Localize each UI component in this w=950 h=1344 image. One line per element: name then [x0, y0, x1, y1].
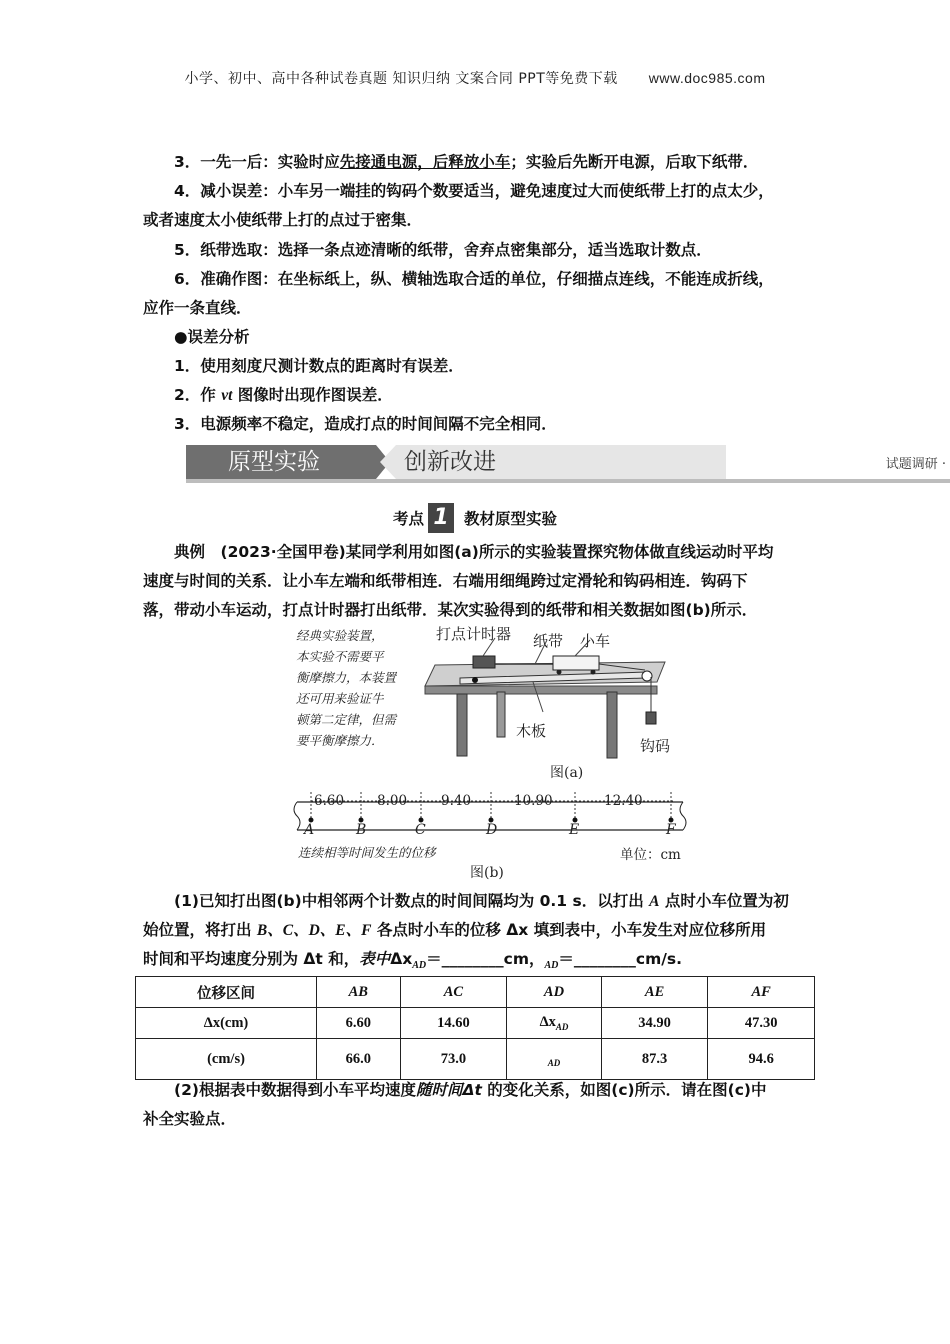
point-label-D: D: [486, 822, 498, 838]
q2-line-2: 补全实验点．: [143, 1110, 237, 1128]
segment-AB: 6.60: [314, 793, 345, 809]
segment-BC: 8.00: [377, 793, 408, 809]
q1-line-3: 时间和平均速度分别为 Δt 和，表中$\Delta x_{AD}=\_\_\_\_\_\_\_\_cm$，$_{AD}$＝________cm/s.: [143, 950, 682, 972]
data-table: [135, 976, 815, 1080]
cart-wheel: [557, 670, 562, 675]
underlined-text: 先接通电源，后释放小车: [339, 153, 511, 171]
point-label-F: F: [666, 822, 676, 838]
tape-note: 连续相等时间发生的位移: [298, 845, 436, 860]
error-item-2: 2．作 vt 图像时出现作图误差．: [174, 386, 393, 404]
cart-wheel: [591, 670, 596, 675]
label-cart: 小车: [580, 632, 611, 650]
tape-b-left-break: [294, 802, 300, 830]
label-tape: 纸带: [533, 632, 564, 650]
handwritten-note: 经典实验装置， 本实验不需要平 衡摩擦力，本装置 还可用来验证牛 顿第二定律，但需 要平衡摩擦力．: [296, 628, 397, 748]
hook-weight: [646, 712, 656, 724]
page-header: [0, 68, 950, 88]
note-item-6-line1: 6．准确作图：在坐标纸上，纵、横轴选取合适的单位，仔细描点连线，不能连成折线，: [174, 270, 774, 288]
banner-right-label: 试题调研 ·: [885, 457, 946, 472]
kaodian-heading: 考点 1 教材原型实验: [0, 503, 950, 529]
table-row: Δx(cm) 6.60 14.60 $\Delta x_{AD}$ 34.90 47.30: [136, 1008, 815, 1039]
note-item-3: 3．一先一后：实验时应先接通电源，后释放小车；实验后先断开电源，后取下纸带．: [174, 153, 759, 171]
q2-line-1: (2)根据表中数据得到小车平均速度随时间Δt 的变化关系，如图(c)所示．请在图(c)中: [174, 1081, 767, 1099]
note-item-4-line2: 或者速度太小使纸带上打的点过于密集．: [143, 211, 423, 229]
q1-line-1: (1)已知打出图(b)中相邻两个计数点的时间间隔均为 0.1 s．以打出 A 点时小车位置为初: [174, 892, 789, 910]
banner-innovation-tab: 创新改进: [396, 445, 726, 479]
timer-dot: [472, 677, 478, 683]
error-item-1: 1．使用刻度尺测计数点的距离时有误差．: [174, 357, 464, 375]
section-banner: [186, 443, 950, 483]
kaodian-number-badge: 1: [428, 503, 454, 533]
table-leg: [457, 694, 467, 756]
segment-DE: 10.90: [514, 793, 553, 809]
header-text: 小学、初中、高中各种试卷真题 知识归纳 文案合同 PPT等免费下载: [184, 71, 618, 87]
point-label-B: B: [356, 822, 367, 838]
segment-CD: 9.40: [441, 793, 472, 809]
note-item-6-line2: 应作一条直线．: [143, 299, 252, 317]
caption-fig-b: 图(b): [470, 865, 504, 881]
table-header-row: 位移区间 AB AC AD AE AF: [136, 977, 815, 1008]
error-item-3: 3．电源频率不稳定，造成打点的时间间隔不完全相同．: [174, 415, 557, 433]
table-row: (cm/s) 66.0 73.0 $_{AD}$ 87.3 94.6: [136, 1039, 815, 1080]
banner-prototype-tab: 原型实验: [186, 445, 376, 479]
label-weight: 钩码: [640, 737, 671, 755]
example-line-2: 速度与时间的关系．让小车左端和纸带相连．右端用细绳跨过定滑轮和钩码相连．钩码下: [143, 572, 748, 590]
spark-timer: [473, 656, 495, 668]
caption-fig-a: 图(a): [550, 765, 584, 781]
table-leg: [607, 692, 617, 758]
tape-b-right-break: [680, 802, 686, 830]
note-item-4-line1: 4．减小误差：小车另一端挂的钩码个数要适当，避免速度过大而使纸带上打的点太少，: [174, 182, 774, 200]
label-board: 木板: [516, 722, 547, 740]
note-item-5: 5．纸带选取：选择一条点迹清晰的纸带，舍弃点密集部分，适当选取计数点．: [174, 241, 712, 259]
header-url[interactable]: www.doc985.com: [648, 70, 766, 86]
cart: [553, 656, 599, 670]
example-line-1: 典例 (2023·全国甲卷)某同学利用如图(a)所示的实验装置探究物体做直线运动时平均: [174, 543, 774, 561]
label-timer: 打点计时器: [436, 625, 512, 643]
point-label-C: C: [415, 822, 426, 838]
q1-line-2: 始位置，将打出 B、C、D、E、F 各点时小车的位移 Δx 填到表中，小车发生对应位移所用: [143, 921, 767, 939]
example-line-3: 落，带动小车运动，打点计时器打出纸带．某次实验得到的纸带和相关数据如图(b)所示．: [143, 601, 758, 619]
table-front-edge: [425, 686, 657, 694]
table-leg: [497, 692, 505, 737]
segment-EF: 12.40: [604, 793, 643, 809]
error-analysis-title: ●误差分析: [174, 328, 250, 346]
point-label-A: A: [304, 822, 315, 838]
unit-label: 单位：cm: [620, 847, 681, 863]
banner-rule: [186, 479, 950, 483]
point-label-E: E: [569, 822, 580, 838]
